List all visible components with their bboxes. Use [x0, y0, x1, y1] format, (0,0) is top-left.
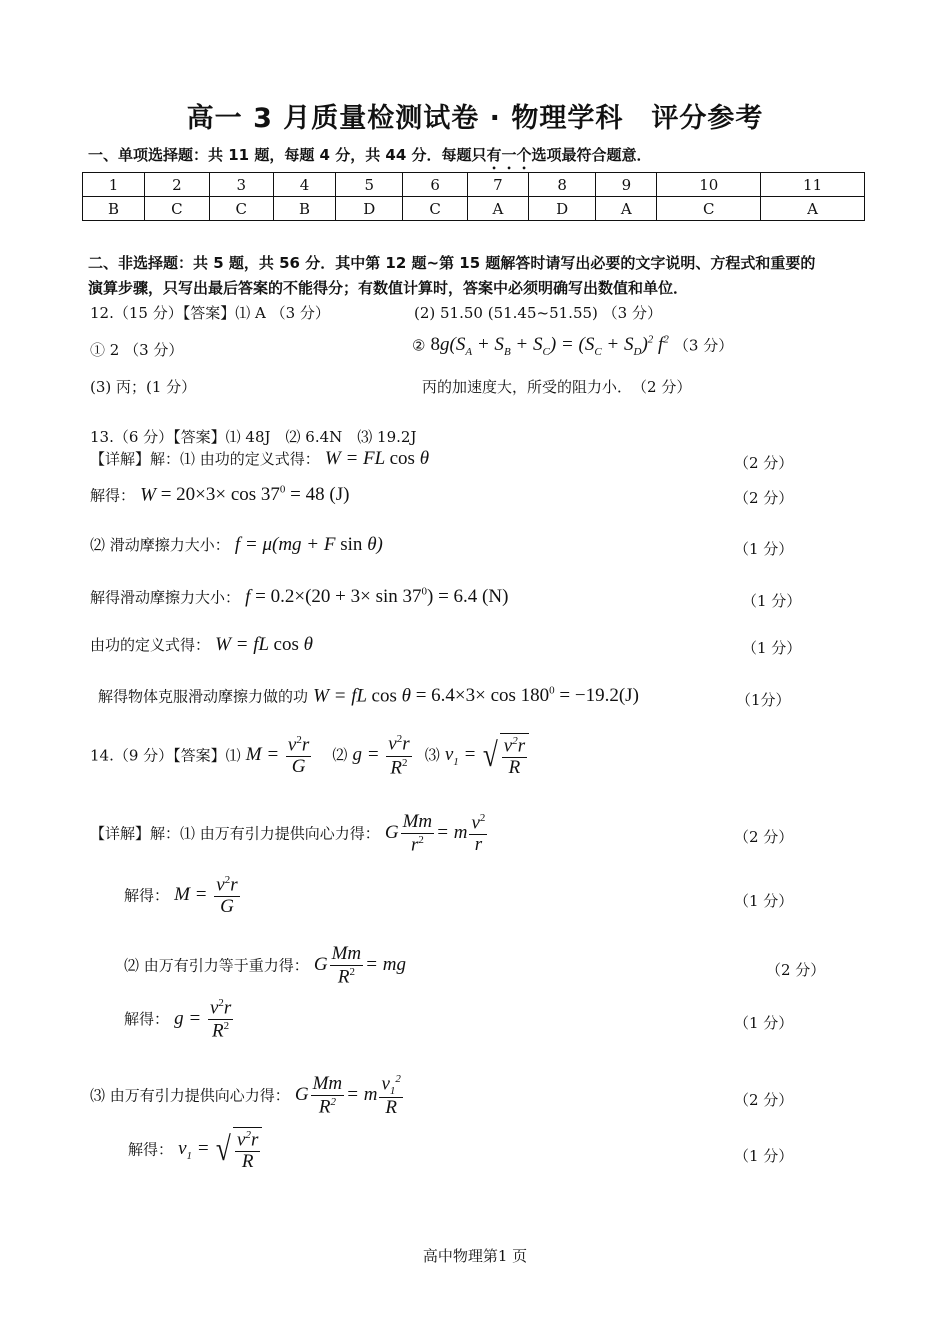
q14-step6-points: （1 分）: [734, 1147, 794, 1165]
q13-step4-points: （1 分）: [742, 592, 802, 610]
q14-step5-label: ⑶ 由万有引力提供向心力得：: [90, 1086, 290, 1105]
q14-step1: [90, 812, 489, 856]
answer-cell: C: [145, 197, 209, 221]
answer-table-answer-row: [83, 197, 865, 221]
q12-answer-part3: (3) 丙；(1 分）: [90, 378, 197, 396]
q13-answer: 13.（6 分）【答案】⑴ 48J ⑵ 6.4N ⑶ 19.2J: [90, 428, 417, 446]
section1-heading-main: 一、单项选择题：共 11 题，每题 4 分，共 44 分．每题只: [88, 146, 487, 164]
q13-formula-work-value: $W = 20\times 3\times \cos 37^0 = 48$ (J): [140, 484, 350, 506]
q13-formula-friction-work: W = fL cos θ: [215, 634, 313, 655]
q13-step4-label: 解得滑动摩擦力大小：: [90, 588, 241, 607]
answer-table-number-row: [83, 173, 865, 197]
q14-formula-centripetal-R: G $\frac{Mm}{R^2}$ = m $\frac{v_1^2}{R}$: [294, 1073, 401, 1119]
q14-formula-centripetal: G $\frac{Mm}{r^2}$ = m $\frac{v^2}{r}$: [384, 811, 486, 856]
q13-step6-points: （1分）: [736, 691, 791, 709]
q13-step3-label: ⑵ 滑动摩擦力大小：: [90, 536, 230, 554]
q14-formula-gravity: g = $\frac{v^2r}{R^2}$: [174, 997, 232, 1042]
answer-cell: B: [83, 197, 145, 221]
q13-step2-points: （2 分）: [734, 489, 794, 507]
q12-answer-part2: (2) 51.50 (51.45~51.55) （3 分）: [414, 304, 662, 322]
q14-step2-points: （1 分）: [734, 892, 794, 910]
q13-formula-friction-work-value: W = fL $\cos \theta = 6.4\times 3\times \cos 180^0 = -19.2(J)$: [313, 685, 639, 707]
q13-step2-label: 解得：: [90, 486, 136, 505]
q12-answer-item2: [412, 334, 733, 358]
q14-formula-mass: M = $\frac{v^2r}{G}$: [174, 874, 238, 918]
q14-answer-formula-velocity: $v_1$ = √ $\frac{v^2r}{R}$: [445, 744, 529, 765]
q14-step3-label: ⑵ 由万有引力等于重力得：: [124, 956, 309, 975]
question-number-cell: 7: [467, 173, 528, 197]
q12-item2-marker: ②: [412, 336, 426, 355]
section2-heading-line1: 二、非选择题：共 5 题，共 56 分．其中第 12 题~第 15 题解答时请写出必要的文字说明、方程式和重要的: [88, 254, 816, 272]
answer-cell: A: [467, 197, 528, 221]
page-title: 高一 3 月质量检测试卷 · 物理学科 评分参考: [186, 103, 764, 134]
answer-cell: A: [761, 197, 865, 221]
answer-cell: D: [336, 197, 403, 221]
question-number-cell: 10: [657, 173, 761, 197]
q14-step3-points: （2 分）: [766, 961, 826, 979]
answer-table: [82, 172, 865, 221]
question-number-cell: 8: [529, 173, 596, 197]
answer-cell: A: [596, 197, 657, 221]
section2-heading-line2: 演算步骤，只写出最后答案的不能得分；有数值计算时，答案中必须明确写出数值和单位．: [88, 279, 689, 297]
question-number-cell: 6: [403, 173, 467, 197]
answer-cell: C: [209, 197, 273, 221]
q14-step4-label: 解得：: [124, 1010, 170, 1029]
answer-cell: C: [403, 197, 467, 221]
page-footer: 高中物理第1 页: [422, 1247, 528, 1265]
section1-heading-tail: 选项最符合题意．: [531, 146, 652, 164]
q13-step5: [90, 634, 313, 656]
section1-heading: [88, 144, 652, 173]
q13-formula-friction-value: $f = 0.2\times(20 + 3\times \sin 37^0) = 6.4$ (N): [245, 586, 509, 608]
q14-answer-formula-gravity: g = $\frac{v^2r}{R^2}$: [352, 733, 410, 778]
q13-step5-points: （1 分）: [742, 639, 802, 657]
question-number-cell: 1: [83, 173, 145, 197]
q13-step1: [90, 448, 429, 470]
q14-formula-velocity: $v_1$ = √ $\frac{v^2r}{R}$: [178, 1138, 262, 1159]
q14-answer-label: 14.（9 分）【答案】⑴: [90, 746, 241, 765]
q14-step6-label: 解得：: [128, 1140, 174, 1159]
q12-item2-points: （3 分）: [673, 336, 734, 355]
question-number-cell: 4: [274, 173, 336, 197]
q14-step5: [90, 1073, 405, 1119]
question-number-cell: 5: [336, 173, 403, 197]
q12-answer-part3-reason: 丙的加速度大，所受的阻力小． （2 分）: [422, 378, 692, 396]
q14-step1-label: 【详解】解：⑴ 由万有引力提供向心力得：: [90, 824, 380, 843]
q14-step4: [124, 997, 235, 1042]
q13-step5-label: 由功的定义式得：: [90, 636, 211, 654]
q14-formula-gravity-equals-weight: G $\frac{Mm}{R^2}$ = mg: [313, 943, 406, 988]
answer-cell: C: [657, 197, 761, 221]
q14-step1-points: （2 分）: [734, 828, 794, 846]
q14-step5-points: （2 分）: [734, 1091, 794, 1109]
q14-answer-label-3: ⑶: [424, 746, 440, 765]
q14-step4-points: （1 分）: [734, 1014, 794, 1032]
q14-step3: [124, 944, 406, 988]
q12-formula: $8g(S_A + S_B + S_C) = (S_C + S_D)^2$ $f^2$: [430, 334, 669, 359]
section1-heading-emphasis: 有一个: [486, 146, 532, 164]
q14-answer: [90, 733, 529, 779]
q14-answer-formula-mass: M = $\frac{v^2r}{G}$: [245, 734, 310, 778]
q13-formula-friction: f = μ(mg + F sin θ): [234, 534, 383, 555]
question-number-cell: 3: [209, 173, 273, 197]
q13-formula-work-definition: W = FL cos θ: [324, 448, 430, 469]
q12-answer-item1: ① 2 （3 分）: [90, 341, 184, 359]
q14-step2: [124, 874, 242, 918]
question-number-cell: 2: [145, 173, 209, 197]
q13-step4: [90, 586, 508, 608]
answer-cell: B: [274, 197, 336, 221]
q13-step3: [90, 534, 383, 556]
question-number-cell: 9: [596, 173, 657, 197]
question-number-cell: 11: [761, 173, 865, 197]
q12-answer-part1: 12.（15 分）【答案】⑴ A （3 分）: [90, 304, 330, 322]
q13-step3-points: （1 分）: [734, 540, 794, 558]
answer-cell: D: [529, 197, 596, 221]
q14-step2-label: 解得：: [124, 886, 170, 905]
q13-step2: [90, 484, 349, 506]
q14-step6: [128, 1127, 262, 1173]
q13-step1-points: （2 分）: [734, 454, 794, 472]
q14-answer-label-2: ⑵: [332, 746, 348, 765]
q13-step6: [98, 685, 639, 707]
q13-step6-label: 解得物体克服滑动摩擦力做的功: [98, 687, 309, 706]
q13-step1-label: 【详解】解：⑴ 由功的定义式得：: [90, 450, 320, 468]
